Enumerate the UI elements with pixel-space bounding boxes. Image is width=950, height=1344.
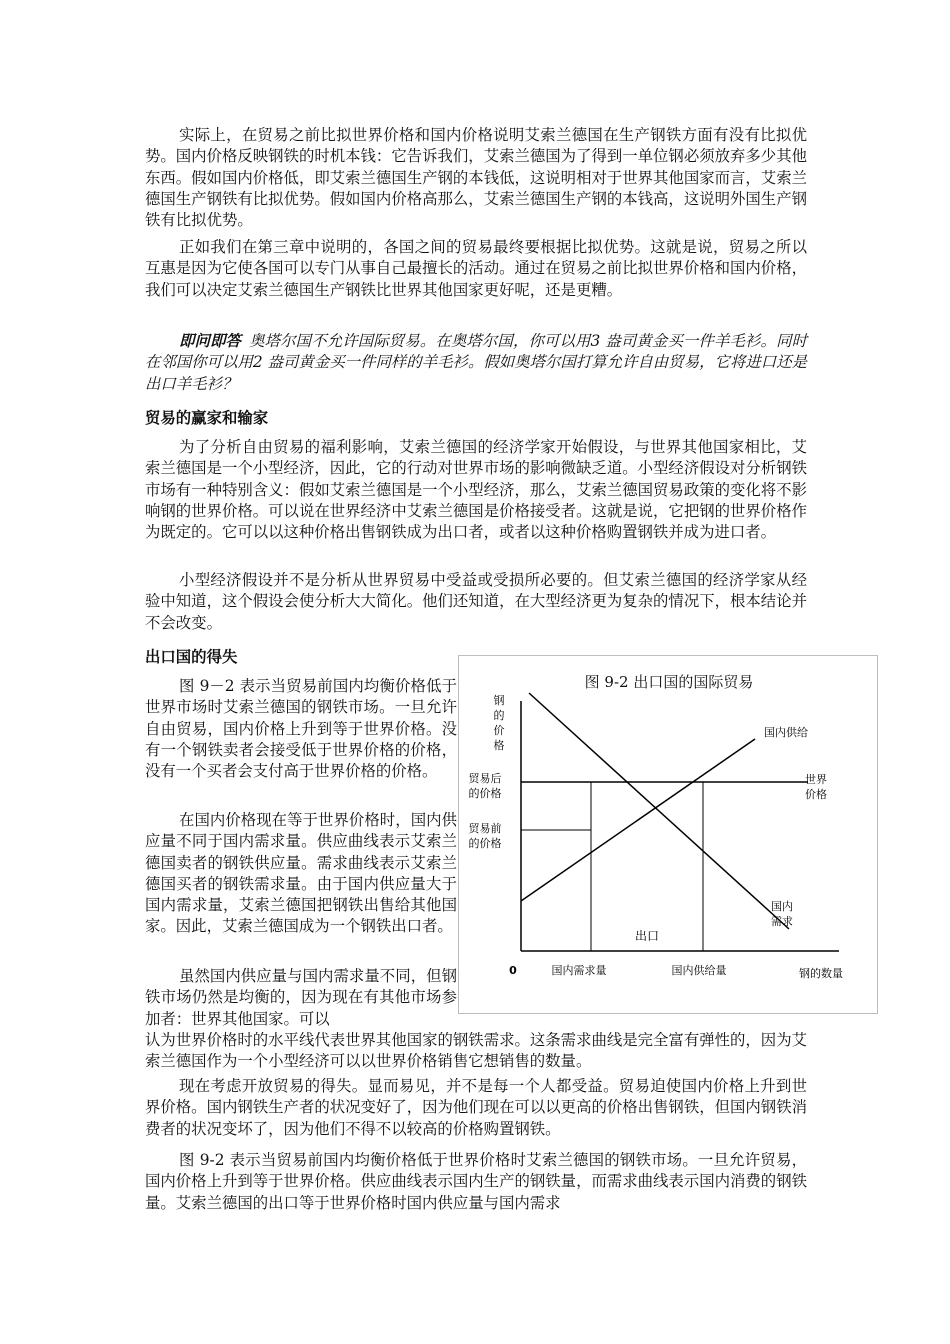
quick-quiz [145, 331, 807, 395]
paragraph-figure-summary: 图 9-2 表示当贸易前国内均衡价格低于世界价格时艾索兰德国的钢铁市场。一旦允许贸易，国内价格上升到等于世界价格。供应曲线表示国内生产的钢铁量，而需求曲线表示国内消费的钢铁量。艾索兰德国的出口等于世界价格时国内供应量与国内需求 [145, 1151, 807, 1212]
figure-9-2 [458, 655, 878, 1014]
paragraph-gains-losses: 现在考虑开放贸易的得失。显而易见，并不是每一个人都受益。贸易迫使国内价格上升到世界价格。国内钢铁生产者的状况变好了，因为他们现在可以以更高的价格出售钢铁，但国内钢铁消费者的状况变坏了，因为他们不得不以较高的价格购置钢铁。 [145, 1077, 807, 1138]
paragraph-small-economy-assumption: 小型经济假设并不是分析从世界贸易中受益或受损所必要的。但艾索兰德国的经济学家从经验中知道，这个假设会使分析大大简化。他们还知道，在大型经济更为复杂的情况下，根本结论并不会改变。 [145, 571, 807, 632]
world-price-label: 世界价格 [805, 773, 827, 801]
demand-label: 国内需求 [771, 900, 793, 928]
quick-quiz-text: 奥塔尔国不允许国际贸易。在奥塔尔国，你可以用3 盎司黄金买一件羊毛衫。同时在邻国你可以用2 盎司黄金买一件同样的羊毛衫。假如奥塔尔国打算允许自由贸易，它将进口还是出口羊毛衫？ [145, 332, 807, 393]
origin-label: 0 [509, 964, 517, 977]
paragraph-comparative-prices: 实际上，在贸易之前比拟世界价格和国内价格说明艾索兰德国在生产钢铁方面有没有比拟优势。国内价格反映钢铁的时机本钱：它告诉我们，艾索兰德国为了得到一单位钢必须放弃多少其他东西。假如国内价格低，即艾索兰德国生产钢的本钱低，这说明相对于世界其他国家而言，艾索兰德国生产钢铁有比拟优势。假如国内价格高那么，艾索兰德国生产钢的本钱高，这说明外国生产钢铁有比拟优势。 [145, 126, 807, 230]
qd-label: 国内需求量 [551, 964, 607, 977]
paragraph-equilibrium: 虽然国内供应量与国内需求量不同，但钢铁市场仍然是均衡的，因为现在有其他市场参加者：世界其他国家。可以 [145, 967, 457, 1028]
price-after-label: 贸易后的价格 [468, 772, 502, 800]
paragraph-figure-description: 图 9－2 表示当贸易前国内均衡价格低于世界市场时艾索兰德国的钢铁市场。一旦允许自由贸易，国内价格上升到等于世界价格。没有一个钢铁卖者会接受低于世界价格的价格，没有一个买者会支付高于世界价格的价格。 [145, 677, 457, 781]
paragraph-small-economy: 为了分析自由贸易的福利影响，艾索兰德国的经济学家开始假设，与世界其他国家相比，艾索兰德国是一个小型经济，因此，它的行动对世界市场的影响微缺乏道。小型经济假设对分析钢铁市场有一种特别含义：假如艾索兰德国是一个小型经济，那么，艾索兰德国贸易政策的变化将不影响钢的世界价格。可以说在世界经济中艾索兰德国是价格接受者。这就是说，它把钢的世界价格作为既定的。它可以以这种价格出售钢铁成为出口者，或者以这种价格购置钢铁并成为进口者。 [145, 438, 807, 542]
section-heading-exporting-country: 出口国的得失 [145, 648, 238, 666]
supply-label: 国内供给 [764, 726, 808, 739]
figure-title: 图 9-2 出口国的国际贸易 [584, 673, 754, 691]
quick-quiz-lead: 即问即答 [179, 332, 242, 350]
price-before-label: 贸易前的价格 [468, 822, 502, 850]
x-axis-label: 钢的数量 [799, 967, 843, 980]
paragraph-supply-demand: 在国内价格现在等于世界价格时，国内供应量不同于国内需求量。供应曲线表示艾索兰德国卖者的钢铁供应量。需求曲线表示艾索兰德国买者的钢铁需求量。由于国内供应量大于国内需求量，艾索兰德国把钢铁出售给其他国家。因此，艾索兰德国成为一个钢铁出口者。 [145, 811, 457, 936]
exports-label: 出口 [634, 929, 660, 943]
qs-label: 国内供给量 [671, 964, 727, 977]
section-heading-winners-losers: 贸易的赢家和输家 [145, 409, 269, 427]
paragraph-equilibrium-continued: 认为世界价格时的水平线代表世界其他国家的钢铁需求。这条需求曲线是完全富有弹性的，因为艾索兰德国作为一个小型经济可以以世界价格销售它想销售的数量。 [145, 1031, 807, 1071]
paragraph-comparative-advantage: 正如我们在第三章中说明的，各国之间的贸易最终要根据比拟优势。这就是说，贸易之所以互惠是因为它使各国可以专门从事自己最擅长的活动。通过在贸易之前比拟世界价格和国内价格，我们可以决定艾索兰德国生产钢铁比世界其他国家更好呢，还是更糟。 [145, 238, 807, 299]
y-axis-label: 钢的价格 [493, 694, 505, 752]
